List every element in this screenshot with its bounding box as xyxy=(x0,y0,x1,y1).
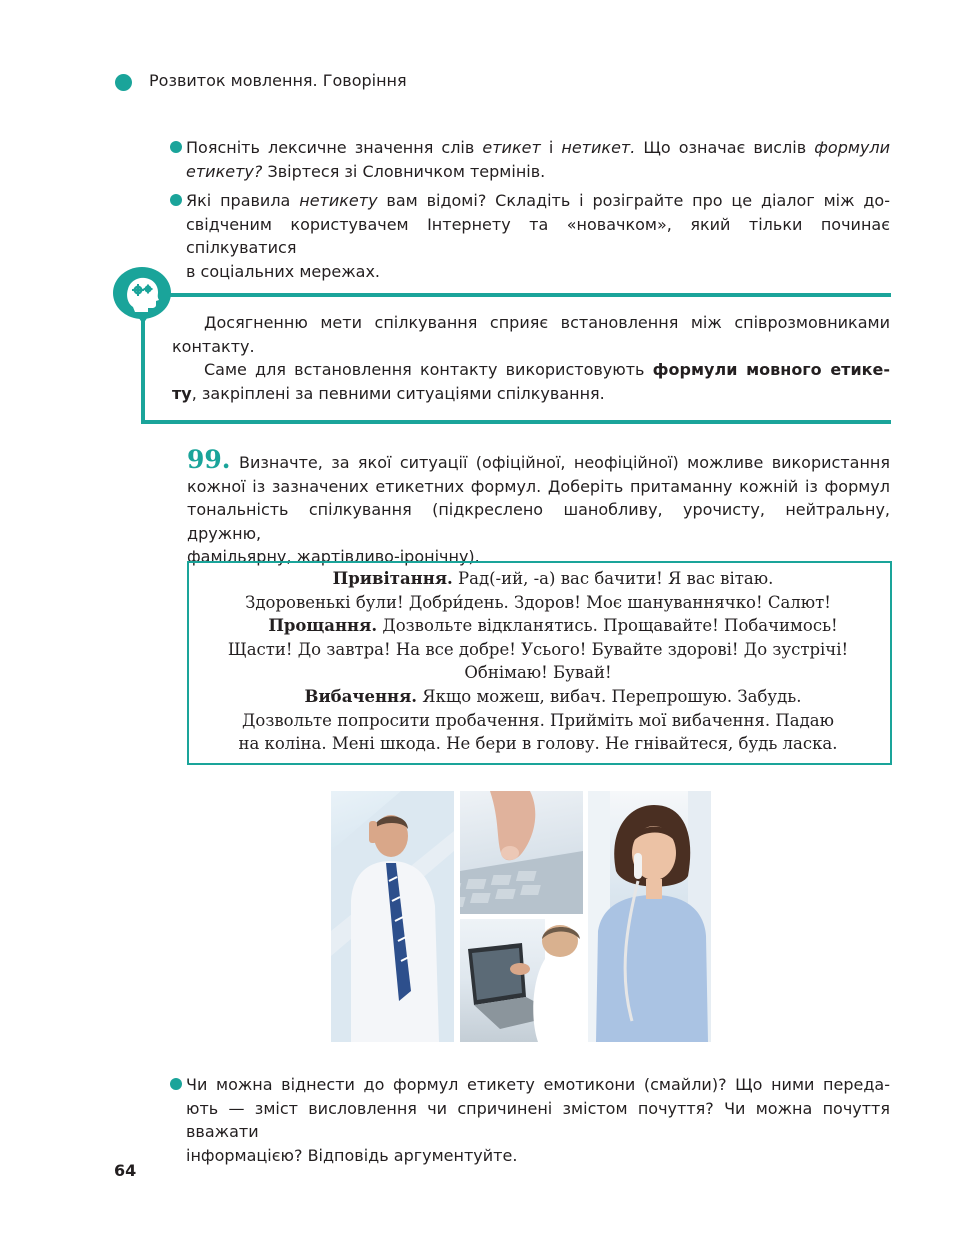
apology-line-3: на коліна. Мені шкода. Не бери в голову. Не гнівайтеся, будь ласка. xyxy=(238,734,838,754)
formulas-text xyxy=(200,567,876,756)
apology-line-2: Дозвольте попросити пробачення. Прийміть мої вибачення. Падаю xyxy=(242,710,834,730)
farewell-line-1: Прощання. Дозвольте відкланятись. Прощавайте! Побачимось! xyxy=(268,616,838,636)
info-line-1: Досягненню мети спілкування сприяє встановлення між співрозмовниками xyxy=(204,313,890,332)
question-1-line-1: Поясніть лексичне значення слів етикет і нетикет. Що означає вислів формули xyxy=(186,138,891,157)
question-2-line-1: Які правила нетикету вам відомі? Складіть і розіграйте про це діалог між до- xyxy=(186,191,890,210)
info-line-2: контакту. xyxy=(172,336,255,356)
exercise-line-1: Визначте, за якої ситуації (офіційної, неофіційної) можливе використання xyxy=(239,453,890,472)
apology-line-1: Вибачення. Якщо можеш, вибач. Перепрошую. Забудь. xyxy=(304,686,802,706)
head-gears-icon xyxy=(113,267,171,319)
greeting-line-1: Привітання. Рад(-ий, -а) вас бачити! Я вас вітаю. xyxy=(332,569,774,588)
question-2-line-3: в соціальних мережах. xyxy=(186,261,380,281)
exercise-line-2: кожної із зазначених етикетних формул. Доберіть притаманну кожній із формул xyxy=(187,476,890,496)
photo-man-phone xyxy=(331,791,454,1042)
greeting-line-2: Здоровенькі були! Добри́день. Здоров! Моє шануваннячко! Салют! xyxy=(245,592,831,612)
section-bullet-icon xyxy=(115,74,132,91)
bullet-icon xyxy=(170,194,182,206)
info-line-4: ту, закріплені за певними ситуаціями спілкування. xyxy=(172,383,605,403)
section-title: Розвиток мовлення. Говоріння xyxy=(149,71,407,90)
info-box-text xyxy=(172,311,890,405)
farewell-line-3: Обнімаю! Бувай! xyxy=(464,663,612,683)
question-1 xyxy=(186,136,890,183)
question-2 xyxy=(186,189,890,283)
question-1-line-2: етикету? Звіртеся зі Словничком термінів. xyxy=(186,161,546,181)
page-number: 64 xyxy=(114,1161,137,1180)
question-3-line-1: Чи можна віднести до формул етикету емотикони (смайли)? Що ними переда- xyxy=(186,1075,890,1094)
farewell-line-2: Щасти! До завтра! На все добре! Усього! Бувайте здорові! До зустрічі! xyxy=(227,639,849,659)
bullet-icon xyxy=(170,1078,182,1090)
exercise-line-4: фамільярну, жартівливо-іронічну). xyxy=(187,547,480,566)
question-3 xyxy=(186,1073,890,1167)
info-line-3: Саме для встановлення контакту використовують формули мовного етике- xyxy=(204,360,891,379)
exercise-line-3: тональність спілкування (підкреслено шанобливу, урочисту, нейтральну, дружню, xyxy=(187,500,890,543)
bullet-icon xyxy=(170,141,182,153)
question-2-line-2: свідченим користувачем Інтернету та «новачком», який тільки починає спілкуватися xyxy=(186,214,890,257)
info-box-top-rule xyxy=(150,293,891,297)
photo-finger-keyboard xyxy=(460,791,583,914)
info-box-bottom-rule xyxy=(141,420,891,424)
question-3-line-3: інформацією? Відповідь аргументуйте. xyxy=(186,1145,518,1165)
photo-laptop xyxy=(460,919,583,1042)
photo-woman-phone xyxy=(588,791,711,1042)
question-3-line-2: ють — зміст висловлення чи спричинені змістом почуття? Чи можна почуття вважати xyxy=(186,1098,890,1141)
exercise-number: 99. xyxy=(187,445,231,474)
exercise-text xyxy=(187,451,890,569)
